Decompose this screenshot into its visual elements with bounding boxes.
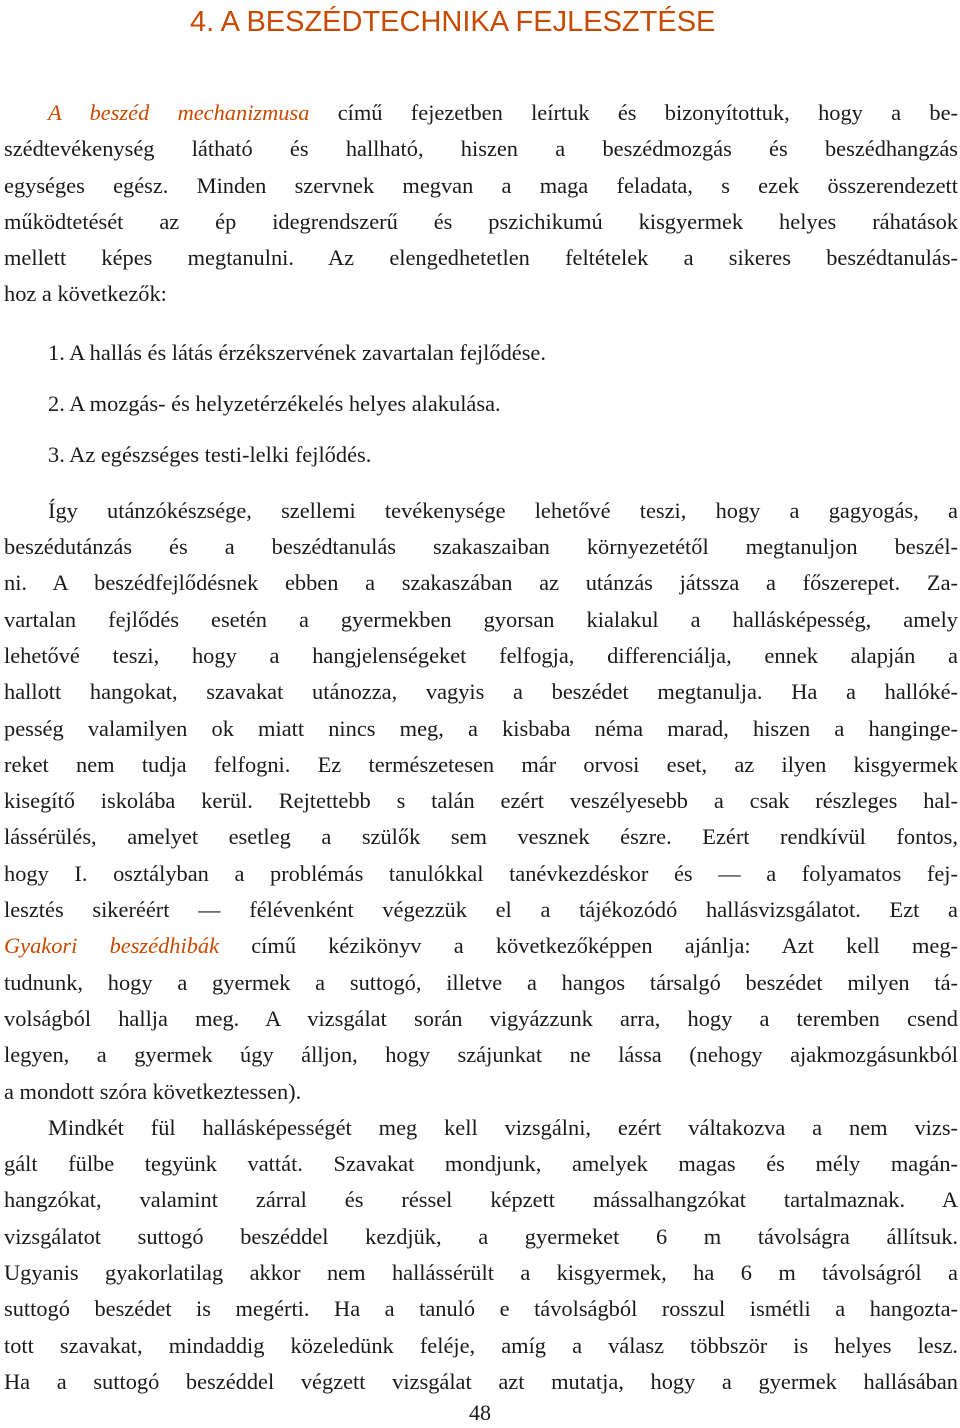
text-line: suttogó beszédet is megérti. Ha a tanuló e távolságból rosszul ismétli a hangozta-	[4, 1296, 958, 1322]
text-line: beszédutánzás és a beszédtanulás szakaszaiban környezetétől megtanuljon beszél-	[4, 534, 958, 560]
imitation-paragraph	[4, 493, 958, 1110]
text-line: hangzókat, valamint zárral és réssel képzett mássalhangzókat tartalmaznak. A	[4, 1187, 958, 1213]
text-line-rest: című fejezetben leírtuk és bizonyítottuk, hogy a be-	[309, 100, 958, 125]
text-line: lássérülés, amelyet esetleg a szülők sem vesznek észre. Ezért rendkívül fontos,	[4, 824, 958, 850]
text-line: hallott hangokat, szavakat utánozza, vagyis a beszédet megtanulja. Ha a hallóké-	[4, 679, 958, 705]
intro-paragraph	[4, 95, 958, 313]
text-line: vartalan fejlődés esetén a gyermekben gyorsan kialakul a hallásképesség, amely	[4, 606, 958, 632]
text-line: ni. A beszédfejlődésnek ebben a szakaszában az utánzás játssza a főszerepet. Za-	[4, 570, 958, 596]
text-line: lehetővé teszi, hogy a hangjelenségeket felfogja, differenciálja, ennek alapján a	[4, 642, 958, 668]
text-line: legyen, a gyermek úgy álljon, hogy szájunkat ne lássa (nehogy ajakmozgásunkból	[4, 1042, 958, 1068]
text-line: hoz a következők:	[4, 281, 167, 307]
condition-item: 3. Az egészséges testi-lelki fejlődés.	[48, 441, 372, 467]
text-line-rest: című kézikönyv a következőképpen ajánlja: Azt kell meg-	[219, 933, 958, 959]
text-line: mellett képes megtanulni. Az elengedhetetlen feltételek a sikeres beszédtanulás-	[4, 245, 958, 271]
chapter-body	[4, 95, 958, 1400]
text-line: gált fülbe tegyünk vattát. Szavakat mondjunk, amelyek magas és mély magán-	[4, 1151, 958, 1177]
text-line	[4, 95, 958, 131]
text-line: Ugyanis gyakorlatilag akkor nem hallássérült a kisgyermek, ha 6 m távolságról a	[4, 1260, 958, 1286]
text-line: hogy I. osztályban a problémás tanulókkal tanévkezdéskor és — a folyamatos fej-	[4, 860, 958, 886]
page-number: 48	[469, 1400, 491, 1425]
text-line: vizsgálatot suttogó beszéddel kezdjük, a gyermeket 6 m távolságra állítsuk.	[4, 1223, 958, 1249]
text-line: Így utánzókészsége, szellemi tevékenysége lehetővé teszi, hogy a gagyogás, a	[48, 497, 958, 523]
text-line: reket nem tudja felfogni. Ez természetesen már orvosi eset, az ilyen kisgyermek	[4, 751, 958, 777]
text-line: Ha a suttogó beszéddel végzett vizsgálat azt mutatja, hogy a gyermek hallásában	[4, 1368, 958, 1394]
condition-item: 1. A hallás és látás érzékszervének zavartalan fejlődése.	[48, 339, 546, 365]
text-line: egységes egész. Minden szervnek megvan a maga feladata, s ezek összerendezett	[4, 172, 958, 198]
book-reference: Gyakori beszédhibák	[4, 933, 220, 959]
text-line: volságból hallja meg. A vizsgálat során vigyázzunk arra, hogy a teremben csend	[4, 1005, 958, 1031]
text-line: működtetését az ép idegrendszerű és pszichikumú kisgyermek helyes ráhatások	[4, 208, 958, 234]
hearing-test-paragraph	[4, 1110, 958, 1400]
text-line: Mindkét fül hallásképességét meg kell vizsgálni, ezért váltakozva a nem vizs-	[48, 1114, 958, 1140]
chapter-reference: A beszéd mechanizmusa	[48, 100, 310, 125]
text-line: kisegítő iskolába kerül. Rejtettebb s talán ezért veszélyesebb a csak részleges hal-	[4, 788, 958, 814]
chapter-title: 4. A BESZÉDTECHNIKA FEJLESZTÉSE	[190, 6, 716, 38]
condition-item: 2. A mozgás- és helyzetérzékelés helyes alakulása.	[48, 390, 501, 416]
text-line: tott szavakat, mindaddig közeledünk feléje, amíg a válasz többször is helyes lesz.	[4, 1332, 958, 1358]
text-line: pesség valamilyen ok miatt nincs meg, a kisbaba néma marad, hiszen a hanginge-	[4, 715, 958, 741]
text-line: a mondott szóra következtessen).	[4, 1078, 302, 1104]
text-line: tudnunk, hogy a gyermek a suttogó, illetve a hangos társalgó beszédet milyen tá-	[4, 969, 958, 995]
text-line: lesztés sikeréért — félévenként végezzük el a tájékozódó hallásvizsgálatot. Ezt a	[4, 897, 958, 923]
conditions-list	[4, 327, 958, 480]
text-line	[4, 928, 958, 964]
text-line: szédtevékenység látható és hallható, hiszen a beszédmozgás és beszédhangzás	[4, 136, 958, 162]
